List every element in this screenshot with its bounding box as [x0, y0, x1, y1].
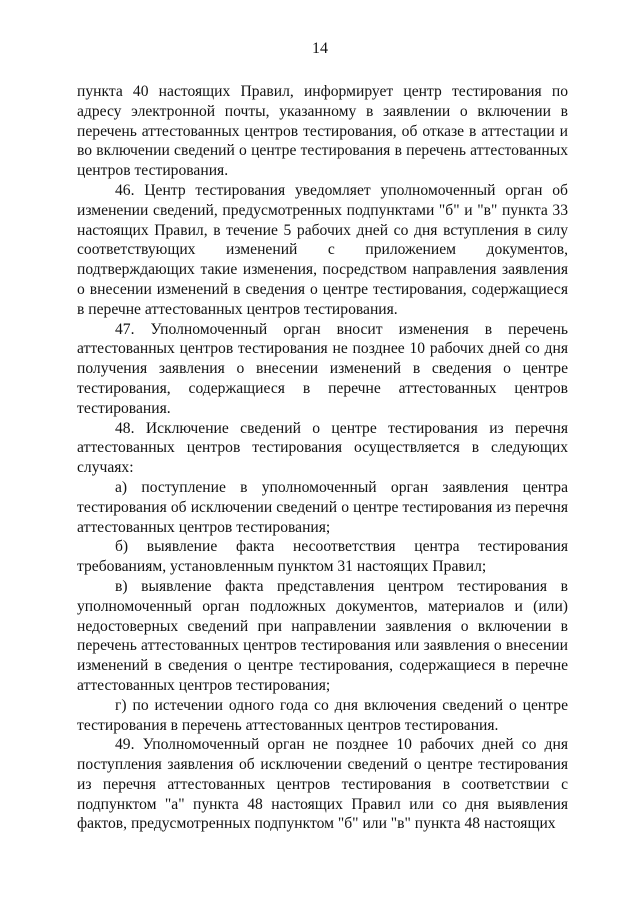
paragraph-49: 49. Уполномоченный орган не позднее 10 рабочих дней со дня поступления заявления об исключении сведений о центре тестирования из перечня аттестованных центров тестирования в соответствии с подпунктом "а" пункта 48 настоящих Правил или со дня выявления фактов, предусмотренных подпунктом "б" или "в" пункта 48 настоящих [77, 736, 568, 833]
paragraph-46: 46. Центр тестирования уведомляет уполномоченный орган об изменении сведений, предусмотренных подпунктами "б" и "в" пункта 33 настоящих Правил, в течение 5 рабочих дней со дня вступления в силу соответствующих изменений с приложением документов, подтверждающих такие изменения, посредством направления заявления о внесении изменений в сведения о центре тестирования, содержащиеся в перечне аттестованных центров тестирования. [77, 181, 568, 318]
paragraph-48: 48. Исключение сведений о центре тестирования из перечня аттестованных центров тестирования осуществляется в следующих случаях: [77, 419, 568, 477]
paragraph-48-a: а) поступление в уполномоченный орган заявления центра тестирования об исключении сведений о центре тестирования из перечня аттестованных центров тестирования; [77, 478, 568, 536]
paragraph-48-v: в) выявление факта представления центром тестирования в уполномоченный орган подложных документов, материалов и (или) недостоверных сведений при направлении заявления о включении в перечень аттестованных центров тестирования или заявления о внесении изменений в сведения о центре тестирования, содержащиеся в перечне аттестованных центров тестирования; [77, 577, 568, 694]
paragraph-48-b: б) выявление факта несоответствия центра тестирования требованиям, установленным пунктом 31 настоящих Правил; [77, 538, 568, 576]
page-number: 14 [312, 40, 328, 57]
paragraph-48-g: г) по истечении одного года со дня включения сведений о центре тестирования в перечень аттестованных центров тестирования. [77, 696, 568, 734]
paragraph-47: 47. Уполномоченный орган вносит изменения в перечень аттестованных центров тестирования не позднее 10 рабочих дней со дня получения заявления о внесении изменений в сведения о центре тестирования, содержащиеся в перечне аттестованных центров тестирования. [77, 320, 568, 417]
document-body [77, 82, 568, 834]
paragraph-continuation: пункта 40 настоящих Правил, информирует центр тестирования по адресу электронной почты, указанному в заявлении о включении в перечень аттестованных центров тестирования, об отказе в аттестации и во включении сведений о центре тестирования в перечень аттестованных центров тестирования. [77, 83, 568, 180]
